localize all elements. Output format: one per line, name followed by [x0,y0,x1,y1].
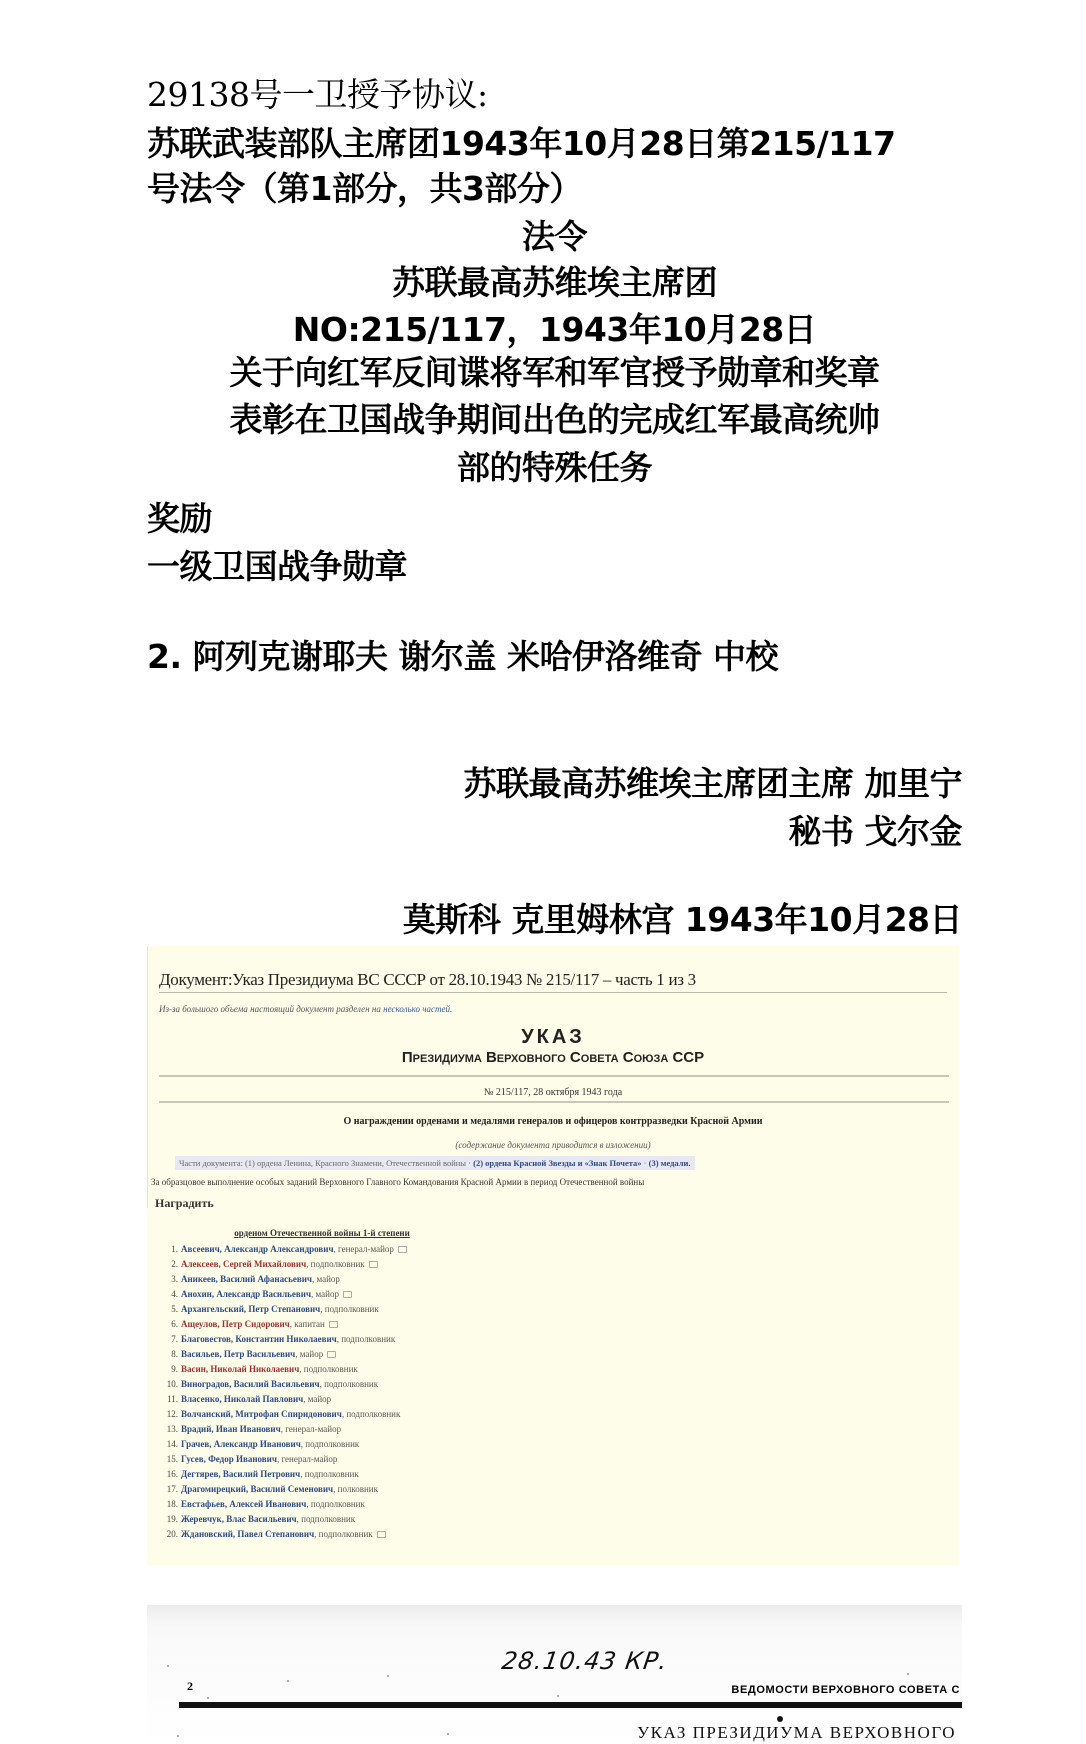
split-notice [159,1004,452,1014]
recipient-name-link[interactable]: Авсеевич, Александр Александрович [181,1244,334,1254]
comma: , [276,1454,282,1464]
list-item [163,1347,407,1362]
decree-subject-line-1: 关于向红军反间谍将军和军官授予勋章和奖章 [229,353,880,392]
comma: , [314,1529,319,1539]
wiki-document-screenshot [147,946,959,1565]
item-number: 6. [171,1319,178,1329]
decree-subject-line-3: 部的特殊任务 [457,448,652,487]
document-icon[interactable] [398,1246,407,1253]
document-icon[interactable] [327,1351,336,1358]
item-number: 16. [166,1469,178,1479]
recipient-rank: подполковник [310,1499,365,1509]
presidium-heading: Президиума Верховного Совета Союза ССР [401,1049,705,1066]
recipient-rank: подполковник [303,1364,358,1374]
recipient-name-link[interactable]: Волчанский, Митрофан Спиридонович [181,1409,342,1419]
ukaz-heading: УКАЗ [521,1026,585,1048]
place-and-date: 莫斯科 克里姆林宫 1943年10月28日 [402,900,962,939]
decree-number-date: NO:215/117，1943年10月28日 [292,310,817,349]
recipient-rank: подполковник [318,1529,373,1539]
recipient-name-link[interactable]: Дегтярев, Василий Петрович [181,1469,301,1479]
decree-title: 法令 [522,217,587,256]
list-item [163,1302,407,1317]
document-heading-line-2: 号法令（第1部分，共3部分） [147,169,582,208]
decree-issuer: 苏联最高苏维埃主席团 [392,263,717,302]
comma: , [320,1304,325,1314]
recipient-name-link[interactable]: Жеревчук, Влас Васильевич [181,1514,297,1524]
comma: , [306,1499,311,1509]
recipient-name-link[interactable]: Аникеев, Василий Афанасьевич [181,1274,312,1284]
award-reason: За образцовое выполнение особых заданий Верховного Главного Командования Красной Армии в период Отечественной войны [151,1177,645,1187]
item-number: 11. [167,1394,178,1404]
recipient-rank: подполковник [341,1334,396,1344]
recipient-name-link[interactable]: Власенко, Николай Павлович [181,1394,304,1404]
wiki-page-title: Документ:Указ Президиума ВС СССР от 28.10.1943 № 215/117 – часть 1 из 3 [159,970,696,989]
part-2-link[interactable]: (2) ордена Красной Звезды и «Знак Почета» [473,1158,642,1168]
item-number: 18. [166,1499,178,1509]
recipient-rank: генерал-майор [285,1424,342,1434]
order-heading: орденом Отечественной войны 1-й степени [234,1228,410,1238]
item-number: 8. [171,1349,178,1359]
recipient-rank: полковник [337,1484,378,1494]
part-1-current: (1) ордена Ленина, Красного Знамени, Отечественной войны [244,1158,467,1168]
list-item [163,1452,407,1467]
recipient-name-link[interactable]: Васин, Николай Николаевич [181,1364,300,1374]
list-item [163,1377,407,1392]
bullet-mark [777,1716,783,1722]
decree-subject: О награждении орденами и медалями генералов и офицеров контрразведки Красной Армии [343,1116,763,1127]
recipient-rank: капитан [294,1319,325,1329]
list-item [163,1512,407,1527]
item-number: 4. [171,1289,178,1299]
comma: , [319,1379,325,1389]
split-notice-text: Из-за большого объема настоящий документ разделен на [159,1004,384,1014]
decree-number-line: № 215/117, 28 октября 1943 года [483,1087,623,1098]
recipient-line: 2. 阿列克谢耶夫 谢尔盖 米哈伊洛维奇 中校 [147,637,778,676]
recipients-list [163,1242,407,1542]
document-heading-line-1: 苏联武装部队主席团1943年10月28日第215/117 [147,124,896,163]
list-item [163,1362,407,1377]
comma: , [306,1259,311,1269]
comma: , [341,1409,347,1419]
part-3-link[interactable]: (3) медали. [648,1158,691,1168]
recipient-name-link[interactable]: Евстафьев, Алексей Иванович [181,1499,307,1509]
divider [159,1075,949,1077]
recipient-rank: подполковник [324,1304,379,1314]
page-number: 2 [187,1679,193,1693]
comma: , [333,1484,338,1494]
divider [159,1101,949,1103]
list-item [163,1497,407,1512]
header-rule [179,1702,962,1708]
item-number: 1. [171,1244,178,1254]
item-number: 15. [166,1454,178,1464]
recipient-rank: майор [315,1289,339,1299]
comma: , [300,1439,306,1449]
recipient-name-link[interactable]: Ждановский, Павел Степанович [181,1529,315,1539]
list-item [163,1437,407,1452]
recipient-name-link[interactable]: Виноградов, Василий Васильевич [181,1379,320,1389]
item-number: 9. [171,1364,178,1374]
document-icon[interactable] [369,1261,378,1268]
content-note: (содержание документа приводится в изложении) [455,1140,651,1150]
recipient-rank: майор [307,1394,332,1404]
comma: , [311,1274,317,1284]
document-number-line: 29138号一卫授予协议: [147,75,488,114]
archival-scan [147,1605,962,1744]
parts-separator: · [466,1158,474,1168]
comma: , [289,1319,295,1329]
handwritten-date: 28.10.43 КР. [500,1647,670,1675]
order-name: 一级卫国战争勋章 [147,547,407,586]
recipient-name-link[interactable]: Архангельский, Петр Степанович [181,1304,321,1314]
item-number: 7. [171,1334,178,1344]
list-item [163,1242,407,1257]
document-icon[interactable] [329,1321,338,1328]
list-item [163,1257,407,1272]
recipient-rank: генерал-майор [338,1244,394,1254]
recipient-rank: майор [316,1274,340,1284]
item-number: 20. [166,1529,178,1539]
list-item [163,1332,407,1347]
recipient-name-link[interactable]: Ащеулов, Петр Сидорович [181,1319,290,1329]
recipient-rank: подполковник [310,1259,365,1269]
recipient-name-link[interactable]: Гусев, Федор Иванович [181,1454,277,1464]
document-icon[interactable] [377,1531,386,1538]
list-item [163,1287,407,1302]
comma: , [311,1289,316,1299]
parts-label: Части документа: [179,1158,245,1168]
scan-heading: УКАЗ ПРЕЗИДИУМА ВЕРХОВНОГО [637,1723,956,1742]
recipient-name-link[interactable]: Алексеев, Сергей Михайлович [181,1259,307,1269]
comma: , [299,1364,304,1374]
item-number: 19. [166,1514,178,1524]
item-number: 17. [166,1484,178,1494]
recipient-rank: подполковник [301,1514,356,1524]
item-number: 13. [166,1424,178,1434]
recipient-name-link[interactable]: Грачев, Александр Иванович [181,1439,301,1449]
split-notice-end: . [450,1004,453,1014]
list-item [163,1422,407,1437]
recipient-rank: генерал-майор [281,1454,338,1464]
award-label: 奖励 [147,499,212,538]
recipient-name-link[interactable]: Благовестов, Константин Николаевич [181,1334,337,1344]
document-icon[interactable] [343,1291,352,1298]
recipient-rank: подполковник [304,1469,359,1479]
recipient-name-link[interactable]: Васильев, Петр Васильевич [181,1349,296,1359]
signature-secretary: 秘书 戈尔金 [788,812,962,851]
signature-chairman: 苏联最高苏维埃主席团主席 加里宁 [463,764,962,803]
comma: , [303,1394,308,1404]
list-item [163,1482,407,1497]
list-item [163,1272,407,1287]
item-number: 2. [171,1259,178,1269]
several-parts-link[interactable]: несколько частей [383,1004,451,1014]
comma: , [296,1514,302,1524]
list-item [163,1407,407,1422]
recipient-name-link[interactable]: Врадий, Иван Иванович [181,1424,281,1434]
item-number: 14. [166,1439,178,1449]
comma: , [295,1349,300,1359]
list-item [163,1467,407,1482]
item-number: 12. [166,1409,178,1419]
comma: , [280,1424,286,1434]
comma: , [300,1469,305,1479]
list-item [163,1392,407,1407]
list-item [163,1317,407,1332]
parts-separator: · [641,1158,649,1168]
recipient-rank: подполковник [305,1439,360,1449]
award-heading: Наградить [155,1196,214,1210]
comma: , [336,1334,342,1344]
item-number: 3. [171,1274,178,1284]
recipient-name-link[interactable]: Анохин, Александр Васильевич [181,1289,312,1299]
recipient-rank: подполковник [324,1379,379,1389]
document-parts-nav [175,1156,695,1170]
title-divider [159,992,947,993]
list-item [163,1527,407,1542]
comma: , [333,1244,339,1254]
running-header: ВЕДОМОСТИ ВЕРХОВНОГО СОВЕТА С [731,1684,960,1696]
recipient-rank: подполковник [346,1409,401,1419]
item-number: 10. [166,1379,178,1389]
recipient-name-link[interactable]: Драгомирецкий, Василий Семенович [181,1484,334,1494]
item-number: 5. [171,1304,178,1314]
decree-subject-line-2: 表彰在卫国战争期间出色的完成红军最高统帅 [229,400,880,439]
recipient-rank: майор [299,1349,324,1359]
